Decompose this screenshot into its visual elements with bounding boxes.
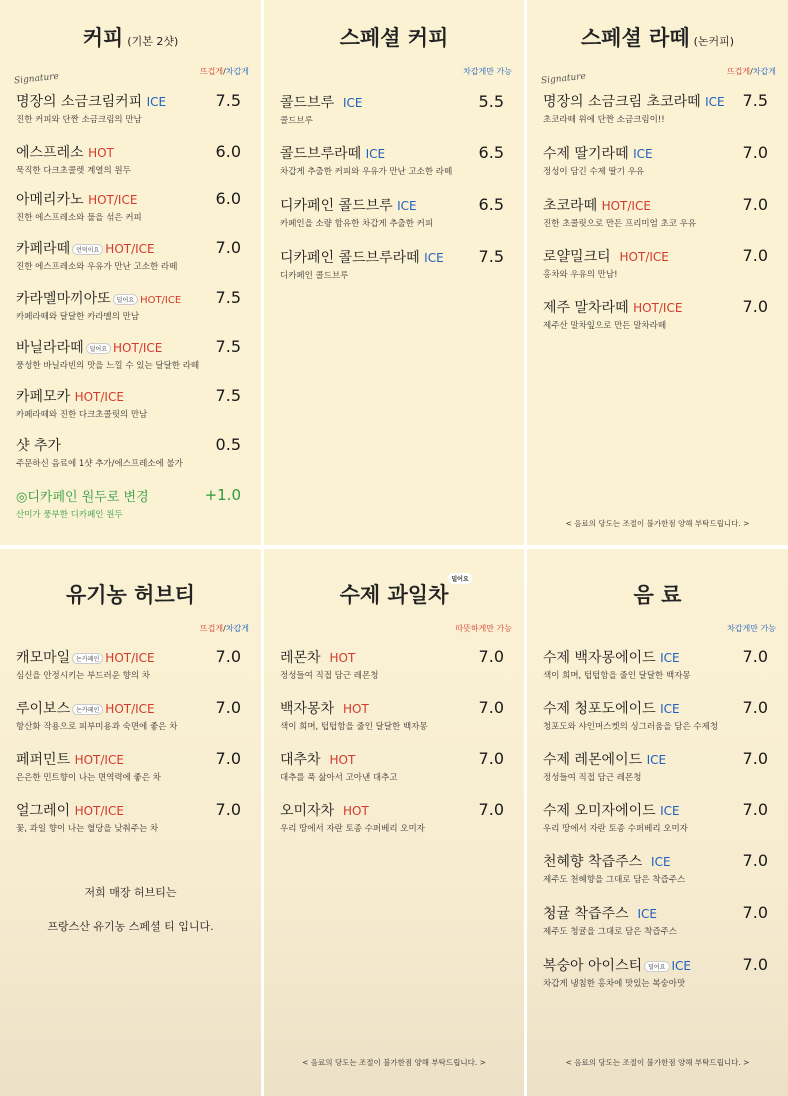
menu-item: 백자몽차 HOT 7.0 색이 희며, 텁텁함을 줄인 달달한 백자몽 xyxy=(280,698,504,732)
menu-item: 콜드브루 ICE 5.5 콜드브루 xyxy=(280,92,504,126)
temp-tag: 차갑게만 가능 xyxy=(463,67,512,76)
menu-item: 바닐라라떼 덜어요 HOT/ICE 7.5 풍성한 바닐라빈의 맛을 느낄 수 있는 달달한 라떼 xyxy=(16,337,241,371)
panel-special-latte xyxy=(527,0,788,545)
menu-item: 수제 청포도에이드 ICE 7.0 청포도와 샤인머스켓의 싱그러움을 담은 수제청 xyxy=(543,698,768,732)
menu-item: 레몬차 HOT 7.0 정성들여 직접 담근 레몬청 xyxy=(280,647,504,681)
temp-tag: 차갑게만 가능 xyxy=(727,624,776,633)
section-title: 수제 과일차 덜어요 xyxy=(264,579,524,609)
temp-tag: 뜨겁게/차갑게 xyxy=(199,67,249,76)
section-title: 유기농 허브티 xyxy=(65,583,196,607)
section-title: 스페셜 커피 xyxy=(339,26,449,50)
footer-note: < 음료의 당도는 조절이 불가한점 양해 부탁드립니다. > xyxy=(565,519,750,528)
menu-item: 디카페인 콜드브루 ICE 6.5 카페인을 소량 함유한 차갑게 추출한 커피 xyxy=(280,195,504,229)
panel-herb-tea xyxy=(0,549,261,1096)
footer-note: < 음료의 당도는 조절이 불가한점 양해 부탁드립니다. > xyxy=(302,1058,486,1067)
menu-item: 카라멜마끼아또 덜어요 HOT/ICE 7.5 카페라떼와 달달한 카라멜의 만남 xyxy=(16,288,241,322)
menu-item: 캐모마일 논카페인 HOT/ICE 7.0 심신을 안정시키는 부드러운 향의 차 xyxy=(16,647,241,681)
panel-special-coffee xyxy=(264,0,524,545)
temp-tag: 뜨겁게/차갑게 xyxy=(726,67,776,76)
herb-note-line1: 저희 매장 허브티는 xyxy=(84,886,177,899)
menu-item: 명장의 소금크림커피 ICE 7.5 진한 커피와 단짠 소금크림의 만남 xyxy=(16,91,241,125)
menu-item: 수제 오미자에이드 ICE 7.0 우리 땅에서 자란 토종 수퍼베리 오미자 xyxy=(543,800,768,834)
panel-beverage xyxy=(527,549,788,1096)
menu-item: 천혜향 착즙주스 ICE 7.0 제주도 천혜향을 그대로 담은 착즙주스 xyxy=(543,851,768,885)
title-badge: 덜어요 xyxy=(448,573,471,584)
panel-fruit-tea xyxy=(264,549,524,1096)
panel-coffee xyxy=(0,0,261,545)
menu-item: 페퍼민트 HOT/ICE 7.0 은은한 민트향이 나는 면역력에 좋은 차 xyxy=(16,749,241,783)
temp-tag: 따뜻하게만 가능 xyxy=(455,624,512,633)
menu-item: 샷 추가 0.5 주문하신 음료에 1샷 추가/에스프레소에 불가 xyxy=(16,435,241,469)
menu-item: 복숭아 아이스티 덜어요 ICE 7.0 차갑게 냉침한 홍차에 맛있는 복숭아맛 xyxy=(543,955,768,989)
menu-item: 로얄밀크티 HOT/ICE 7.0 홍차와 우유의 만남! xyxy=(543,246,768,280)
herb-note-line2: 프랑스산 유기농 스페셜 티 입니다. xyxy=(47,920,214,933)
menu-item: 디카페인 콜드브루라떼 ICE 7.5 디카페인 콜드브루 xyxy=(280,247,504,281)
menu-item: 수제 딸기라떼 ICE 7.0 정성이 담긴 수제 딸기 우유 xyxy=(543,143,768,177)
signature-label: Signature xyxy=(540,71,587,87)
menu-item: 에스프레소 HOT 6.0 묵직한 다크초콜렛 계열의 원두 xyxy=(16,142,241,176)
menu-item: 수제 레몬에이드 ICE 7.0 정성들여 직접 담근 레몬청 xyxy=(543,749,768,783)
menu-item: 오미자차 HOT 7.0 우리 땅에서 자란 토종 수퍼베리 오미자 xyxy=(280,800,504,834)
menu-item: 카페모카 HOT/ICE 7.5 카페라떼와 진한 다크초콜릿의 만남 xyxy=(16,386,241,420)
section-title: 커피 (기본 2샷) xyxy=(82,26,179,50)
menu-item: 루이보스 논카페인 HOT/ICE 7.0 항산화 작용으로 피부미용과 숙면에 좋은 차 xyxy=(16,698,241,732)
section-title: 스페셜 라떼 (논커피) xyxy=(580,26,735,50)
menu-item: 청귤 착즙주스 ICE 7.0 제주도 청귤을 그대로 담은 착즙주스 xyxy=(543,903,768,937)
menu-item: 제주 말차라떼 HOT/ICE 7.0 제주산 말차잎으로 만든 말차라떼 xyxy=(543,297,768,331)
signature-label: Signature xyxy=(13,71,60,87)
menu-item: 아메리카노 HOT/ICE 6.0 진한 에스프레소와 물을 섞은 커피 xyxy=(16,189,241,223)
menu-item: 카페라떼 언덕이요 HOT/ICE 7.0 진한 에스프레소와 우유가 만난 고소한 라떼 xyxy=(16,238,241,272)
menu-item: ◎디카페인 원두로 변경 +1.0 산미가 풍부한 디카페인 원두 xyxy=(16,486,241,520)
menu-item: 콜드브루라떼 ICE 6.5 차갑게 추출한 커피와 우유가 만난 고소한 라떼 xyxy=(280,143,504,177)
footer-note: < 음료의 당도는 조절이 불가한점 양해 부탁드립니다. > xyxy=(565,1058,750,1067)
menu-item: 얼그레이 HOT/ICE 7.0 꽃, 과일 향이 나는 혈당을 낮춰주는 차 xyxy=(16,800,241,834)
menu-item: 대추차 HOT 7.0 대추를 푹 삶아서 고아낸 대추고 xyxy=(280,749,504,783)
menu-item: 초코라떼 HOT/ICE 7.0 진한 초콜릿으로 만든 프리미엄 초코 우유 xyxy=(543,195,768,229)
menu-item: 명장의 소금크림 초코라떼 ICE 7.5 초코라떼 위에 단짠 소금크림이!! xyxy=(543,91,768,125)
menu-item: 수제 백자몽에이드 ICE 7.0 색이 희며, 텁텁함을 줄인 달달한 백자몽 xyxy=(543,647,768,681)
section-title: 음 료 xyxy=(633,583,682,607)
temp-tag: 뜨겁게/차갑게 xyxy=(199,624,249,633)
